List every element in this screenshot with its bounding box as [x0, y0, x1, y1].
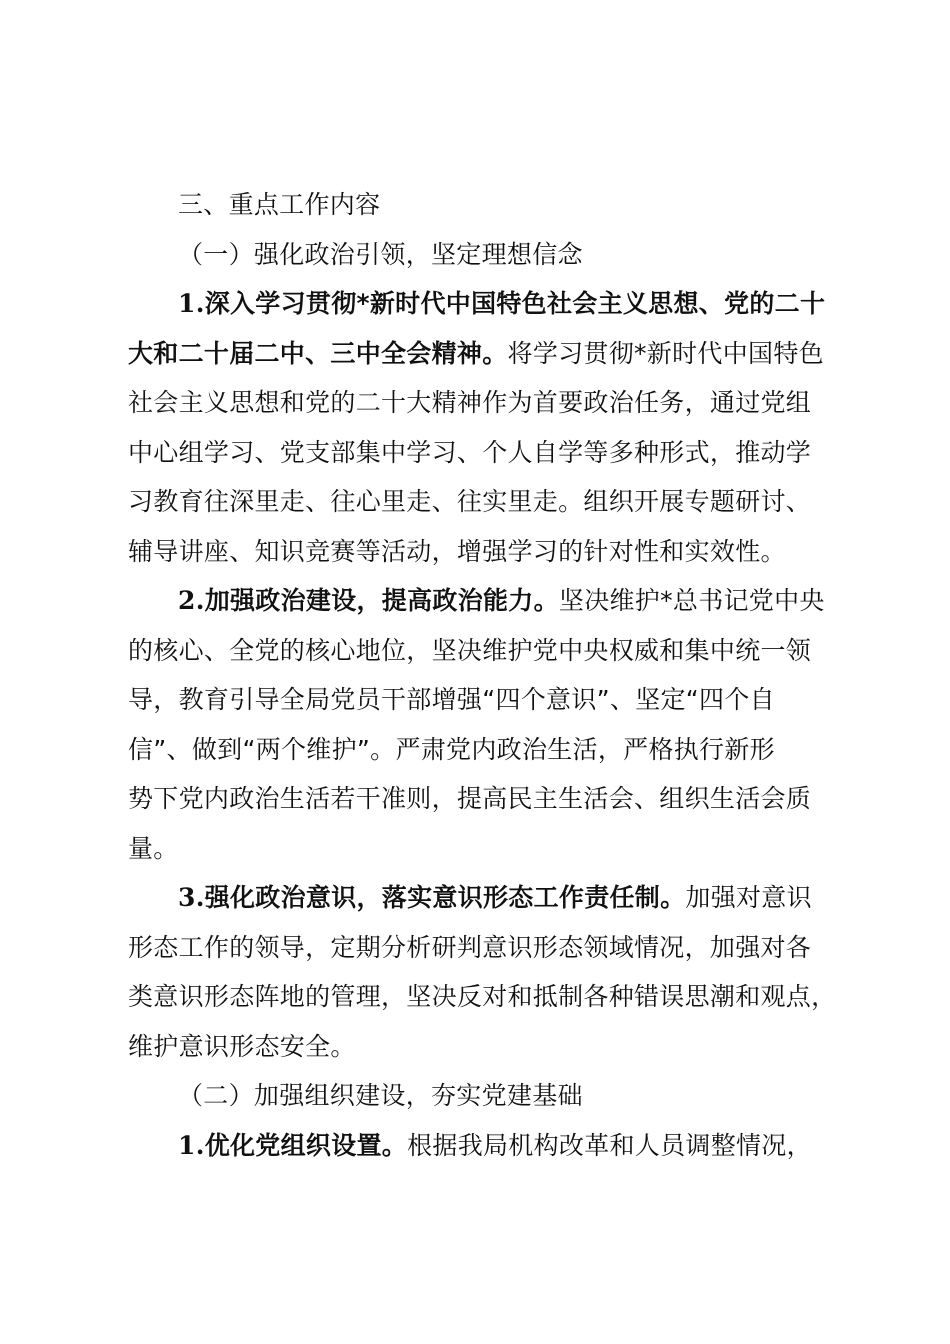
paragraph-line: 的核心、全党的核心地位，坚决维护党中央权威和集中统一领	[128, 635, 812, 665]
item-2-1-line-1	[128, 1121, 840, 1171]
subsection-heading-2: （二）加强组织建设，夯实党建基础	[178, 1081, 583, 1110]
paragraph-line: 类意识形态阵地的管理，坚决反对和抵制各种错误思潮和观点，	[128, 982, 837, 1011]
item-title: 加强政治建设，提高政治能力。	[204, 586, 559, 615]
paragraph-line: 导，教育引导全局党员干部增强“四个意识”、坚定“四个自	[128, 685, 775, 714]
item-title: 优化党组织设置。	[204, 1130, 408, 1160]
paragraph-line: 维护意识形态安全。	[128, 1031, 356, 1061]
item-number: 1.	[178, 289, 205, 318]
item-1-1-line-1	[128, 279, 840, 329]
document-page	[128, 180, 840, 1170]
paragraph-line: 量。	[128, 833, 179, 863]
paragraph-text: 坚决维护*总书记党中央	[558, 586, 825, 615]
paragraph-line: 中心组学习、党支部集中学习、个人自学等多种形式，推动学	[128, 437, 812, 467]
item-number: 2.	[178, 586, 205, 615]
paragraph-line: 辅导讲座、知识竞赛等活动，增强学习的针对性和实效性。	[128, 536, 786, 566]
subsection-heading-1: （一）强化政治引领，坚定理想信念	[178, 239, 583, 269]
paragraph-line: 势下党内政治生活若干准则，提高民主生活会、组织生活会质	[128, 784, 812, 813]
item-1-1-line-2	[128, 329, 840, 379]
section-heading: 三、重点工作内容	[178, 190, 381, 219]
paragraph-text: 加强对意识	[685, 883, 812, 912]
paragraph-text: 根据我局机构改革和人员调整情况，	[407, 1130, 812, 1160]
item-title: 大和二十届二中、三中全会精神。	[128, 338, 508, 368]
item-1-3-line-1	[128, 873, 840, 923]
paragraph-text: 将学习贯彻*新时代中国特色	[507, 338, 824, 368]
item-number: 1.	[178, 1130, 205, 1160]
item-number: 3.	[178, 883, 205, 912]
paragraph-line: 社会主义思想和党的二十大精神作为首要政治任务，通过党组	[128, 388, 812, 417]
paragraph-line: 习教育往深里走、往心里走、往实里走。组织开展专题研讨、	[128, 487, 812, 516]
item-title: 强化政治意识，落实意识形态工作责任制。	[204, 883, 686, 912]
paragraph-line: 形态工作的领导，定期分析研判意识形态领域情况，加强对各	[128, 932, 812, 962]
paragraph-line: 信”、做到“两个维护”。严肃党内政治生活，严格执行新形	[128, 734, 775, 764]
item-title: 深入学习贯彻*新时代中国特色社会主义思想、党的二十	[204, 289, 826, 318]
item-1-2-line-1	[128, 576, 840, 626]
